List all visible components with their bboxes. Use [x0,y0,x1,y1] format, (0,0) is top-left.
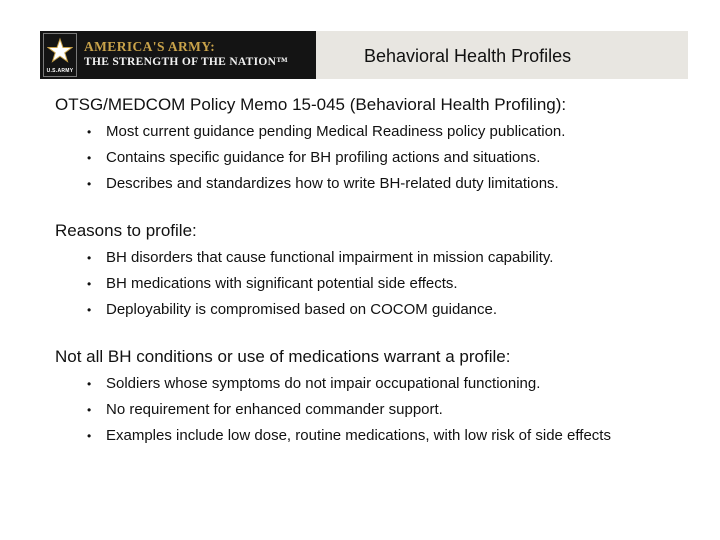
header-band [40,31,688,79]
bullet-icon: • [87,251,92,265]
bullet-icon: • [87,303,92,317]
army-star-emblem [43,33,77,77]
bullet-icon: • [87,277,92,291]
bullet-icon: • [87,429,92,443]
army-mark-text: U.S.ARMY [46,68,74,74]
section-heading-policy-memo: OTSG/MEDCOM Policy Memo 15-045 (Behavioral Health Profiling): [55,95,567,114]
list-item: • Describes and standardizes how to write BH-related duty limitations. [87,173,677,199]
list-item: • Contains specific guidance for BH profiling actions and situations. [87,147,677,173]
list-item: • BH disorders that cause functional impairment in mission capability. [87,247,677,273]
list-item: • Soldiers whose symptoms do not impair occupational functioning. [87,373,647,399]
star-icon [47,37,73,65]
bullet-list-policy-memo [87,121,677,199]
list-item: • Most current guidance pending Medical Readiness policy publication. [87,121,677,147]
list-item: • Examples include low dose, routine medications, with low risk of side effects [87,425,647,446]
bullet-icon: • [87,377,92,391]
logo-tagline-1: AMERICA'S ARMY: [84,39,216,54]
army-logo [40,31,316,79]
bullet-icon: • [87,403,92,417]
bullet-list-reasons [87,247,677,325]
bullet-icon: • [87,125,92,139]
slide-title: Behavioral Health Profiles [364,46,572,66]
bullet-list-not-all [87,373,647,446]
list-item: • BH medications with significant potential side effects. [87,273,677,299]
section-heading-not-all: Not all BH conditions or use of medications warrant a profile: [55,347,511,366]
list-item: • Deployability is compromised based on COCOM guidance. [87,299,677,325]
bullet-icon: • [87,151,92,165]
logo-tagline-2: THE STRENGTH OF THE NATION™ [84,56,289,68]
bullet-icon: • [87,177,92,191]
section-heading-reasons: Reasons to profile: [55,221,197,240]
list-item: • No requirement for enhanced commander support. [87,399,647,425]
